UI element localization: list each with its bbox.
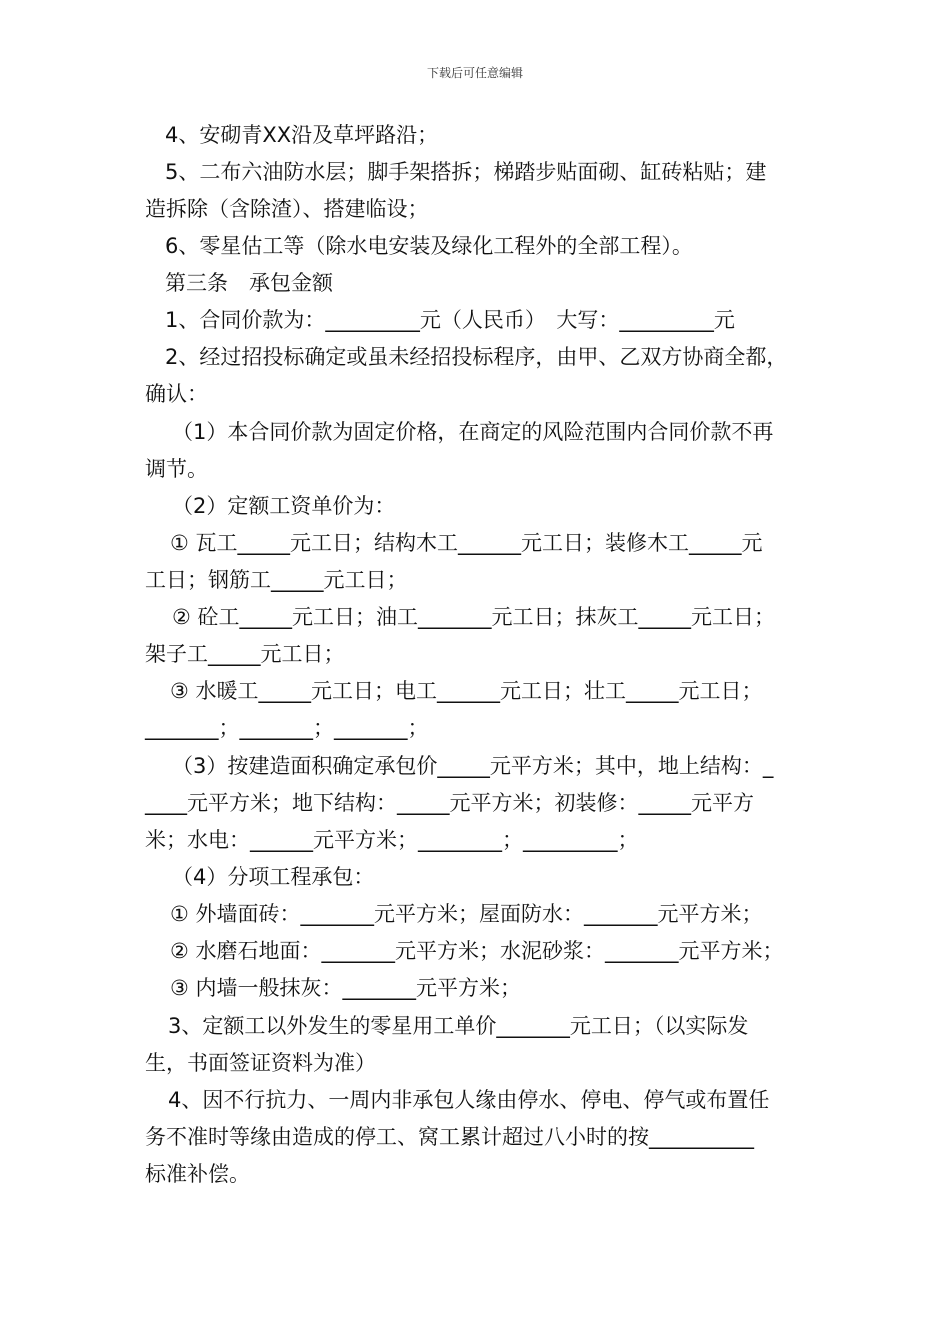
text-line: （2）定额工资单价为： bbox=[172, 494, 396, 518]
text-line: ② 水磨石地面：_______元平方米；水泥砂浆：_______元平方米； bbox=[170, 939, 784, 963]
text-line: 造拆除（含除渣）、搭建临设； bbox=[145, 197, 429, 221]
text-line: ① 外墙面砖：_______元平方米；屋面防水：_______元平方米； bbox=[170, 902, 763, 926]
text-line: 5、二布六油防水层；脚手架搭拆；梯踏步贴面砌、缸砖粘贴；建 bbox=[165, 160, 767, 184]
text-line: 生，书面签证资料为准） bbox=[145, 1051, 376, 1075]
section-heading: 第三条 承包金额 bbox=[165, 271, 333, 295]
text-line: ③ 内墙一般抹灰：_______元平方米； bbox=[170, 976, 522, 1000]
text-line: 确认： bbox=[145, 382, 208, 406]
text-line: 6、零星估工等（除水电安装及绿化工程外的全部工程）。 bbox=[165, 234, 693, 258]
text-line: 务不准时等缘由造成的停工、窝工累计超过八小时的按__________ bbox=[145, 1125, 754, 1149]
text-line: 4、安砌青XX沿及草坪路沿； bbox=[165, 123, 439, 147]
text-line: ____元平方米；地下结构：_____元平方米；初装修：_____元平方 bbox=[145, 791, 754, 815]
text-line: _______；_______；_______； bbox=[145, 716, 429, 740]
text-line: ① 瓦工_____元工日；结构木工______元工日；装修木工_____元 bbox=[170, 531, 763, 555]
text-line: （3）按建造面积确定承包价_____元平方米；其中，地上结构：_ bbox=[172, 754, 774, 778]
text-line: （1）本合同价款为固定价格，在商定的风险范围内合同价款不再 bbox=[172, 420, 774, 444]
text-line: 4、因不行抗力、一周内非承包人缘由停水、停电、停气或布置任 bbox=[168, 1088, 770, 1112]
page-header: 下载后可任意编辑 bbox=[426, 66, 523, 80]
text-line: 2、经过招投标确定或虽未经招投标程序，由甲、乙双方协商全都， bbox=[165, 345, 788, 369]
text-line: 1、合同价款为：_________元（人民币） 大写：_________元 bbox=[165, 308, 735, 332]
text-line: ② 砼工_____元工日；油工_______元工日；抹灰工_____元工日； bbox=[172, 605, 775, 629]
text-line: 工日；钢筋工_____元工日； bbox=[145, 568, 408, 592]
text-line: 3、定额工以外发生的零星用工单价_______元工日；（以实际发 bbox=[168, 1014, 749, 1038]
text-line: 调节。 bbox=[145, 457, 208, 481]
text-line: ③ 水暖工_____元工日；电工______元工日；壮工_____元工日； bbox=[170, 679, 763, 703]
text-line: （4）分项工程承包： bbox=[172, 865, 375, 889]
text-line: 标准补偿。 bbox=[145, 1162, 250, 1186]
text-line: 米；水电：______元平方米；________；_________； bbox=[145, 828, 639, 852]
text-line: 架子工_____元工日； bbox=[145, 642, 345, 666]
